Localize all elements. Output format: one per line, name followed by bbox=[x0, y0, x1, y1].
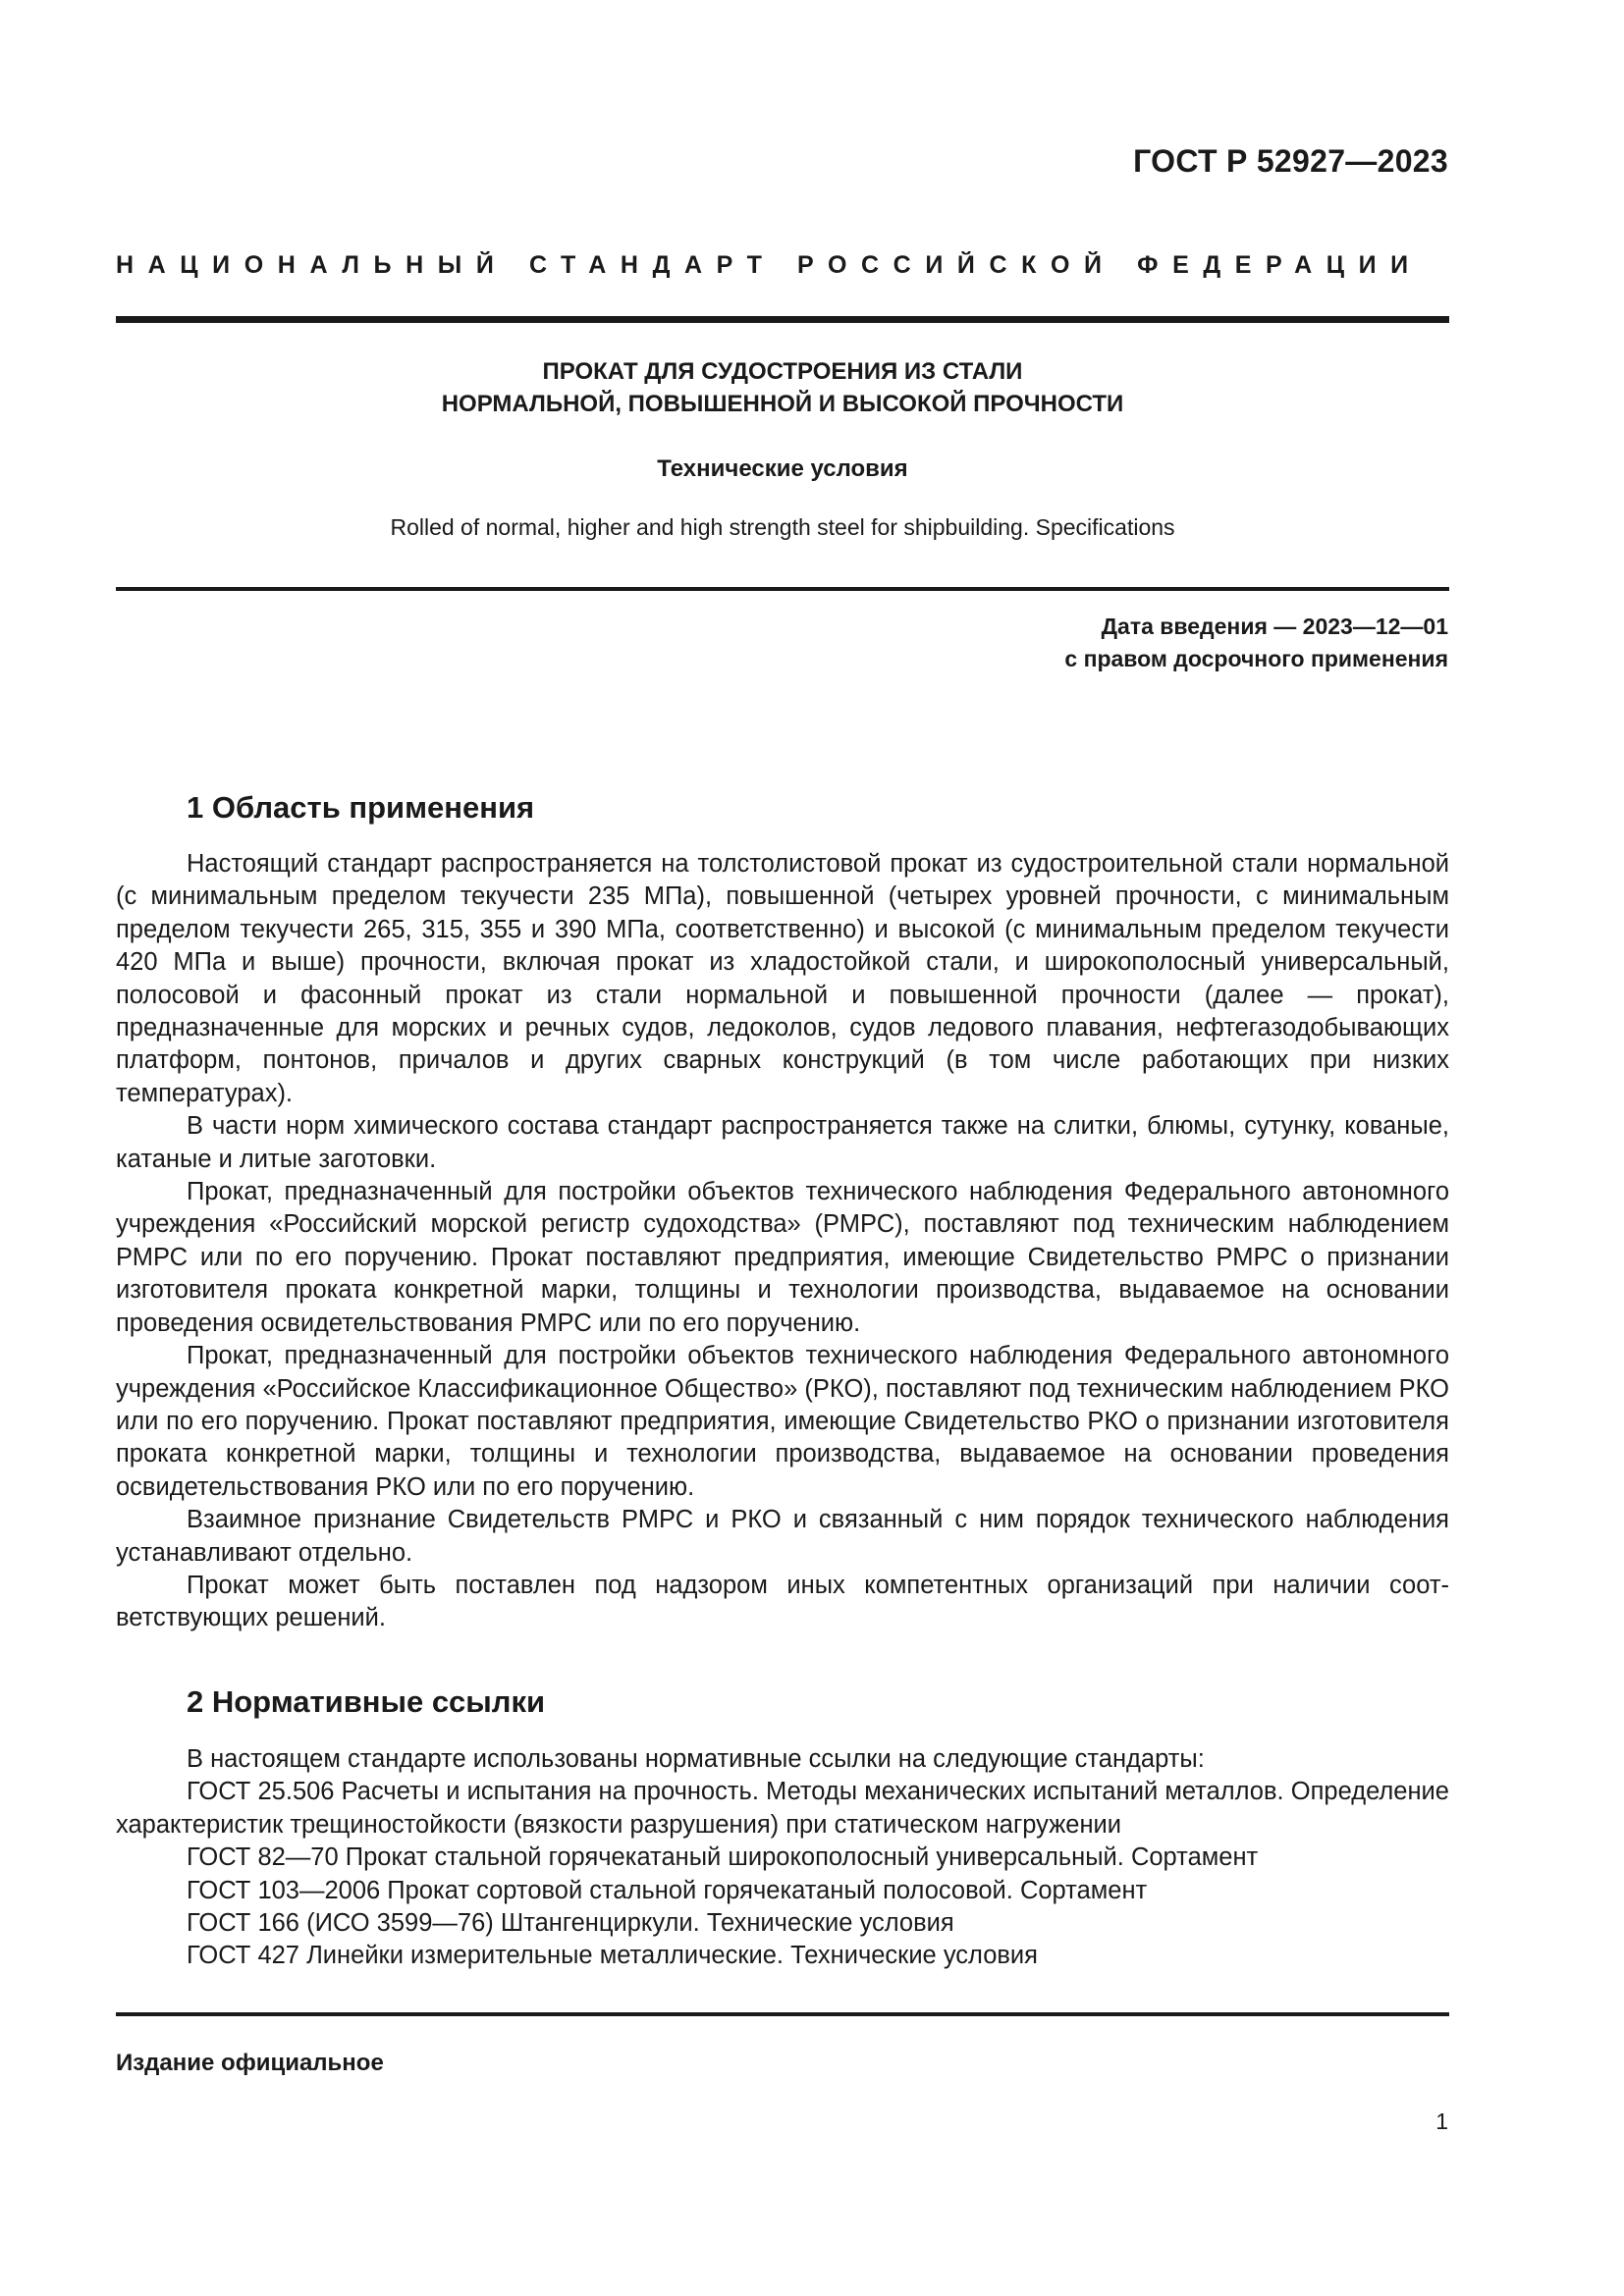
section-2-body bbox=[116, 1743, 1449, 1973]
paragraph: Прокат может быть поставлен под надзором иных компетентных организаций при наличии соответствующих решений. bbox=[116, 1571, 1449, 1632]
reference-item: ГОСТ 103—2006 Прокат сортовой стальной горячекатаный полосовой. Сортамент bbox=[187, 1876, 1148, 1904]
reference-item: ГОСТ 82—70 Прокат стальной горячекатаный широкополосный универсальный. Сортамент bbox=[187, 1843, 1259, 1872]
paragraph: Прокат, предназначенный для постройки объектов технического наблюдения Федерального автономного учреждения «Российский морской регистр судоходства» (РМРС), поставляют под техническим наблюдением РМРС или по его поручению. Прокат поставляют предприятия, имеющие Свидетельство РМРС о признании изготовителя проката конкретной марки, толщины и технологии производства, выдаваемое на основании проведения освидетельствования РМРС или по его поручению. bbox=[116, 1178, 1449, 1337]
section-1-body bbox=[116, 848, 1449, 1635]
reference-item: ГОСТ 166 (ИСО 3599—76) Штангенциркули. Технические условия bbox=[187, 1909, 954, 1938]
reference-item: ГОСТ 427 Линейки измерительные металлические. Технические условия bbox=[187, 1942, 1038, 1970]
document-title bbox=[116, 355, 1449, 420]
introduction-date-line: Дата введения — 2023—12—01 bbox=[1101, 614, 1448, 639]
references-intro: В настоящем стандарте использованы нормативные ссылки на следующие стандарты: bbox=[187, 1745, 1205, 1773]
standard-number: ГОСТ Р 52927—2023 bbox=[1133, 143, 1448, 179]
document-english-title: Rolled of normal, higher and high strength steel for shipbuilding. Specifications bbox=[390, 514, 1175, 540]
title-rule bbox=[116, 587, 1449, 591]
document-subtitle: Технические условия bbox=[657, 455, 908, 482]
paragraph: Взаимное признание Свидетельств РМРС и РКО и связанный с ним порядок технического наблюдения устанавливают отдельно. bbox=[116, 1506, 1449, 1567]
paragraph: Настоящий стандарт распространяется на толстолистовой прокат из судостроительной стали нормальной (с минимальным пределом текучести 235 МПа), повышенной (четырех уровней прочности, с минимальным пределом текучести 265, 315, 355 и 390 МПа, соответственно) и высокой (с минимальным пределом текучести 420 МПа и выше) прочности, включая прокат из хладостойкой стали, и широкополосный универсальный, полосовой и фасонный прокат из стали нормальной и повышенной прочности (далее — прокат), предназначенные для морских и речных судов, ледоколов, судов ледового плавания, нефтегазодобывающих платформ, понтонов, причалов и других сварных конструкций (в том числе работающих при низких температурах). bbox=[116, 850, 1449, 1107]
national-standard-title: НАЦИОНАЛЬНЫЙ СТАНДАРТ РОССИЙСКОЙ ФЕДЕРАЦИИ bbox=[116, 251, 1423, 279]
header-rule bbox=[116, 316, 1449, 323]
section-2-heading: 2 Нормативные ссылки bbox=[187, 1684, 546, 1719]
section-1-heading: 1 Область применения bbox=[187, 790, 535, 825]
footer-rule bbox=[116, 2012, 1449, 2016]
reference-item: ГОСТ 25.506 Расчеты и испытания на прочность. Методы механических испытаний металлов. Определение характеристик трещиностойкости (вязкости разрушения) при статическом нагружении bbox=[116, 1778, 1449, 1839]
early-application-line: с правом досрочного применения bbox=[1064, 646, 1448, 671]
paragraph: В части норм химического состава стандарт распространяется также на слитки, блюмы, сутунку, кованые, катаные и литые заготовки. bbox=[116, 1112, 1449, 1173]
official-edition-label: Издание официальное bbox=[116, 2050, 384, 2076]
introduction-date bbox=[1064, 611, 1448, 675]
document-title-line-1: ПРОКАТ ДЛЯ СУДОСТРОЕНИЯ ИЗ СТАЛИ bbox=[542, 358, 1023, 385]
paragraph: Прокат, предназначенный для постройки объектов технического наблюдения Федерального автономного учреждения «Российское Классификационное Общество» (РКО), поставляют под техническим наблюдением РКО или по его поручению. Прокат поставляют предприятия, имеющие Свидетельство РКО о признании изготовителя проката конкретной марки, толщины и технологии производства, выдаваемое на основании проведения освидетельствования РКО или по его поручению. bbox=[116, 1342, 1449, 1501]
page-number: 1 bbox=[1435, 2109, 1448, 2134]
document-title-line-2: НОРМАЛЬНОЙ, ПОВЫШЕННОЙ И ВЫСОКОЙ ПРОЧНОСТИ bbox=[441, 391, 1124, 417]
